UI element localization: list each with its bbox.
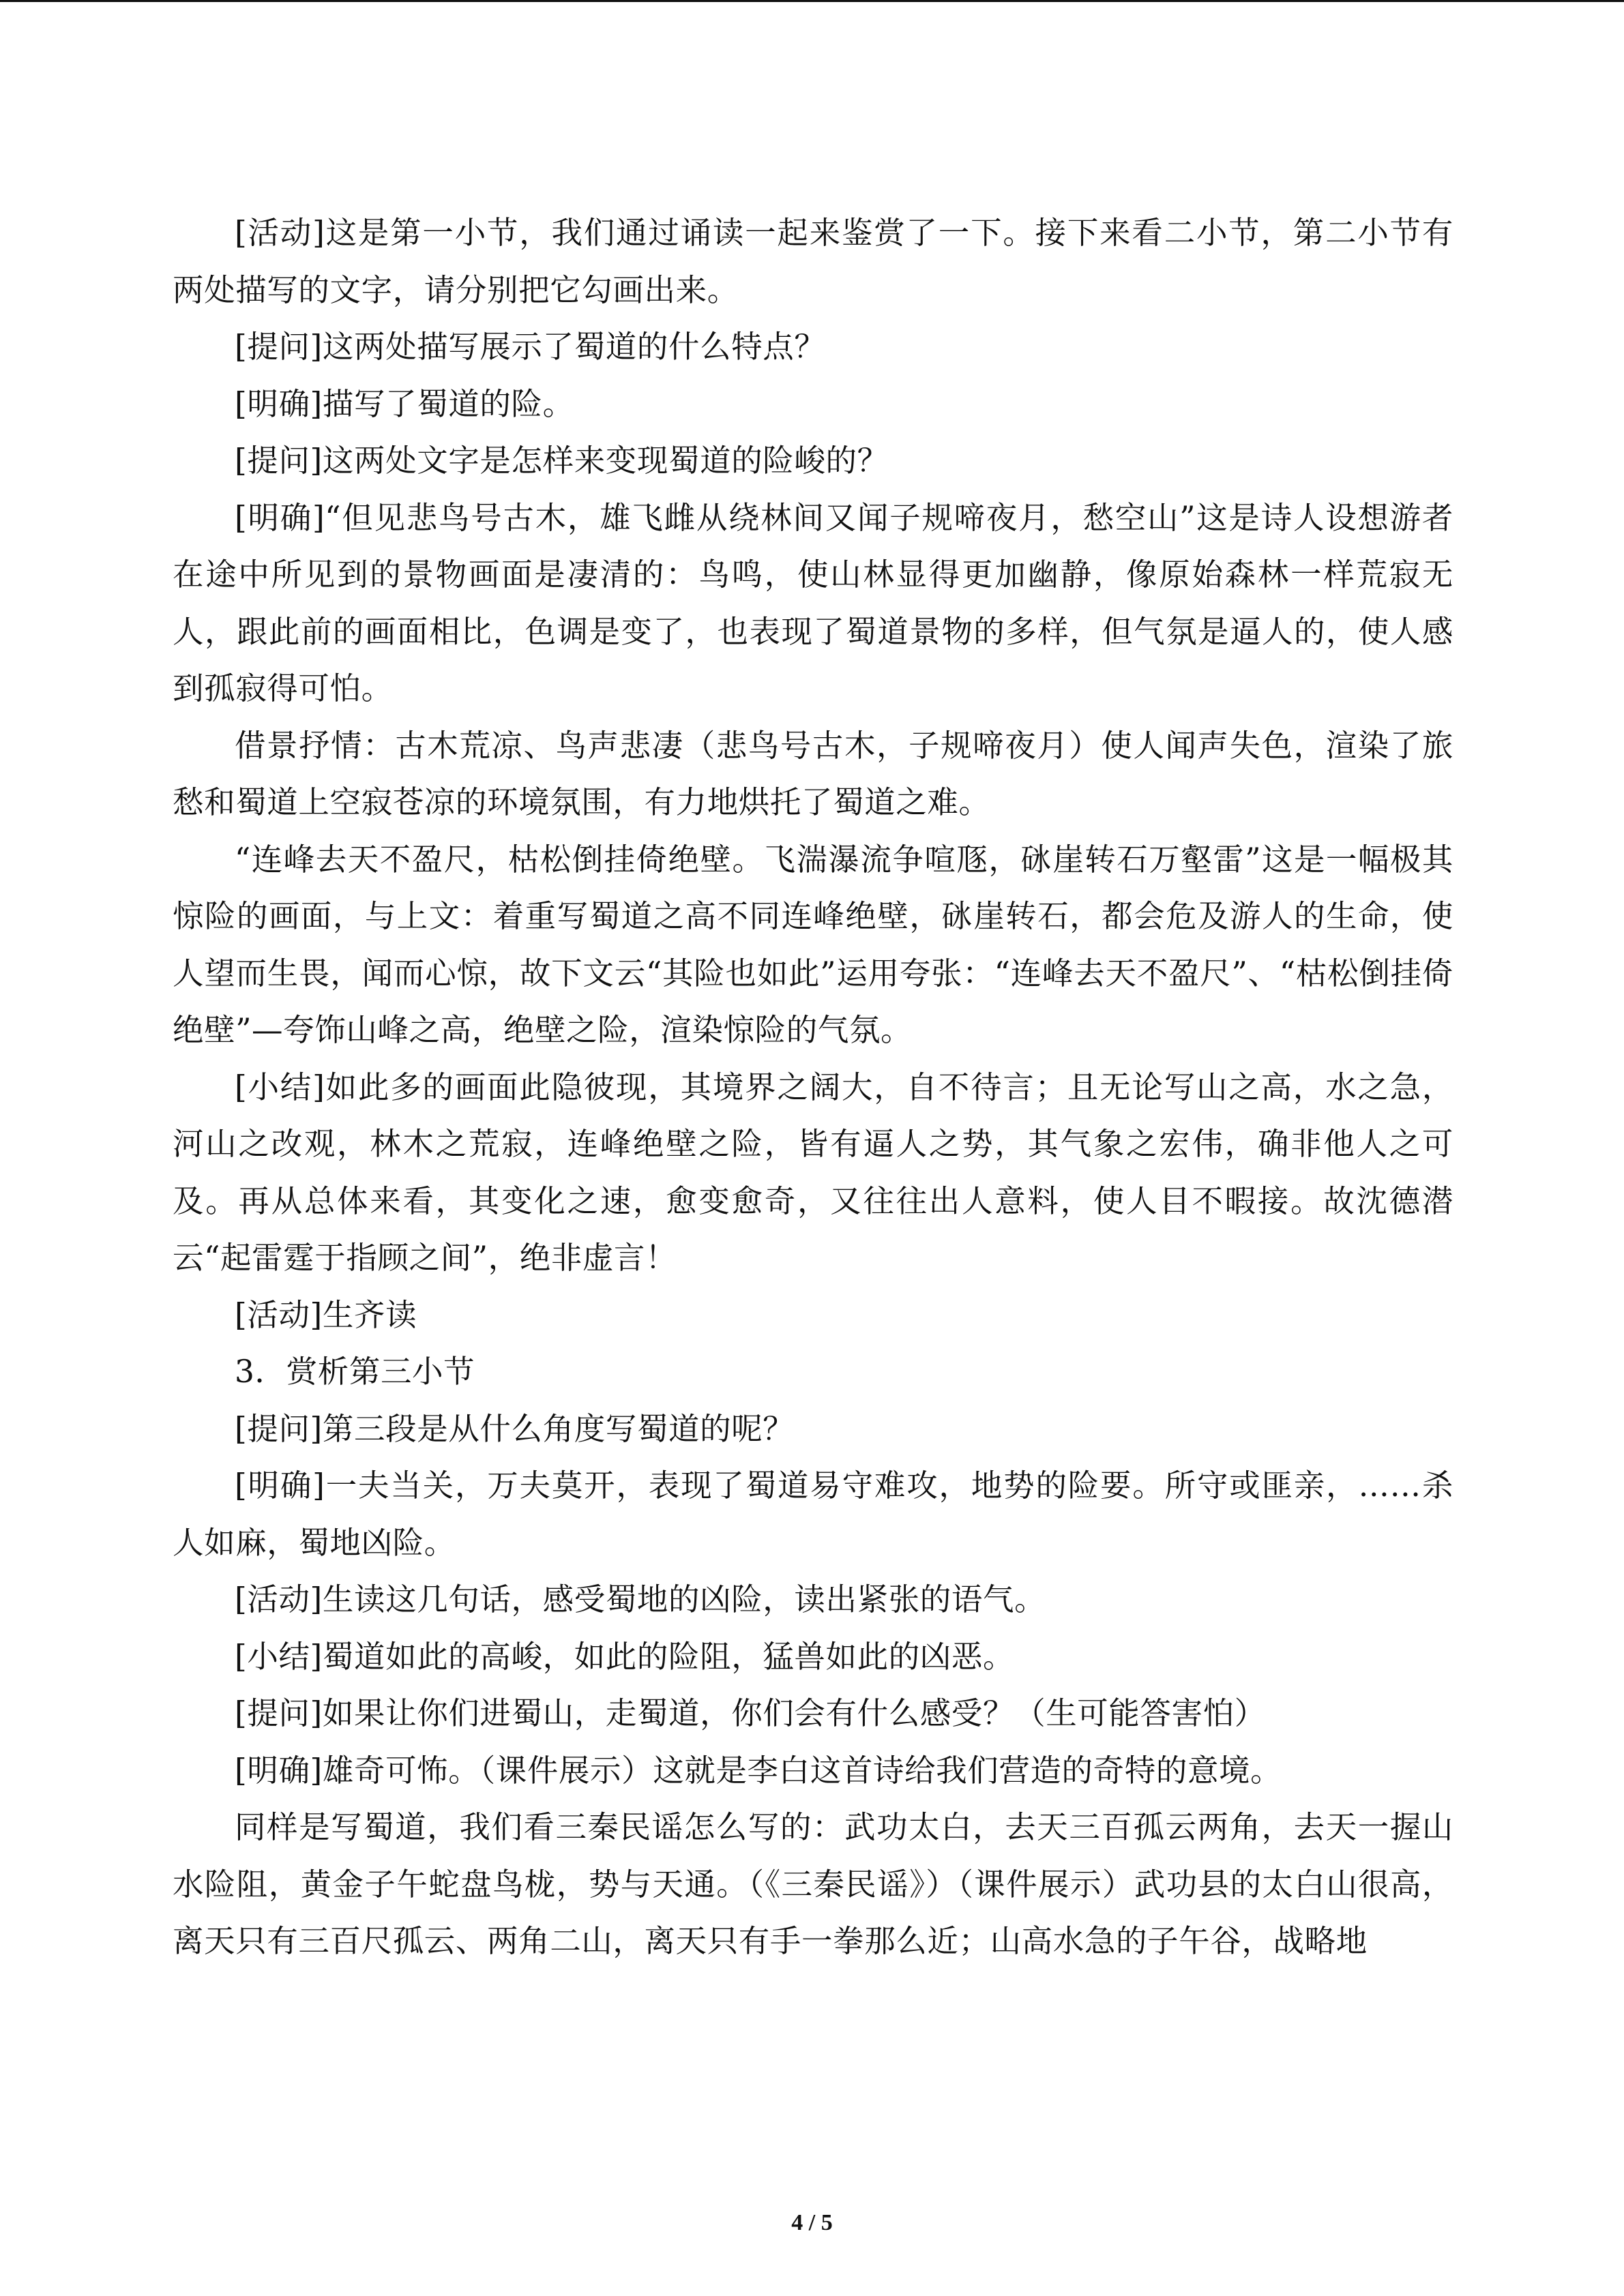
page-number: 4 / 5: [791, 2210, 833, 2235]
paragraph-answer-scenery: [明确]“但见悲鸟号古木，雄飞雌从绕林间又闻子规啼夜月，愁空山”这是诗人设想游者在途中所见到的景物画面是凄清的：鸟鸣，使山林显得更加幽静，像原始森林一样荒寂无人，跟此前的画面相比，色调是变了，也表现了蜀道景物的多样，但气氛是逼人的，使人感到孤寂得可怕。: [173, 499, 1453, 706]
document-body: [173, 205, 1453, 1970]
paragraph-answer-awe: [明确]雄奇可怖。（课件展示）这就是李白这首诗给我们营造的奇特的意境。: [235, 1752, 1282, 1789]
paragraph-question-how: [提问]这两处文字是怎样来变现蜀道的险峻的？: [235, 443, 889, 479]
paragraph-peaks-analysis: “连峰去天不盈尺，枯松倒挂倚绝壁。飞湍瀑流争喧豗，砯崖转石万壑雷”这是一幅极其惊险的画面，与上文：着重写蜀道之高不同连峰绝壁，砯崖转石，都会危及游人的生命，使人望而生畏，闻而心惊，故下文云“其险也如此”运用夸张：“连峰去天不盈尺”、“枯松倒挂倚绝壁”—夸饰山峰之高，绝壁之险，渲染惊险的气氛。: [173, 841, 1453, 1048]
paragraph-question-features: [提问]这两处描写展示了蜀道的什么特点？: [235, 329, 826, 365]
paragraph-scene-emotion: 借景抒情：古木荒凉、鸟声悲凄（悲鸟号古木，子规啼夜月）使人闻声失色，渲染了旅愁和蜀道上空寂苍凉的环境氛围，有力地烘托了蜀道之难。: [173, 727, 1453, 820]
paragraph-summary-grandeur: [小结]如此多的画面此隐彼现，其境界之阔大，自不待言；且无论写山之高，水之急，河山之改观，林木之荒寂，连峰绝壁之险，皆有逼人之势，其气象之宏伟，确非他人之可及。再从总体来看，其变化之速，愈变愈奇，又往往出人意料，使人目不暇接。故沈德潜云“起雷霆于指顾之间”，绝非虚言！: [173, 1069, 1453, 1276]
paragraph-activity-section-two: [活动]这是第一小节，我们通过诵读一起来鉴赏了一下。接下来看二小节，第二小节有两处描写的文字，请分别把它勾画出来。: [173, 215, 1453, 308]
paragraph-answer-pass: [明确]一夫当关，万夫莫开，表现了蜀道易守难攻，地势的险要。所守或匪亲，……杀人如麻，蜀地凶险。: [173, 1467, 1453, 1561]
paragraph-activity-read: [活动]生齐读: [235, 1296, 417, 1333]
paragraph-question-feeling: [提问]如果让你们进蜀山，走蜀道，你们会有什么感受？（生可能答害怕）: [235, 1695, 1266, 1731]
paragraph-answer-danger: [明确]描写了蜀道的险。: [235, 385, 574, 422]
section-heading-three: 3．赏析第三小节: [235, 1354, 475, 1390]
paragraph-sanqin-ballad: 同样是写蜀道，我们看三秦民谣怎么写的：武功太白，去天三百孤云两角，去天一握山水险阻，黄金子午蛇盘鸟栊，势与天通。（《三秦民谣》）（课件展示）武功县的太白山很高，离天只有三百尺孤云、两角二山，离天只有手一拳那么近；山高水急的子午谷，战略地: [173, 1809, 1453, 1959]
top-border-line: [0, 0, 1624, 2]
paragraph-question-angle: [提问]第三段是从什么角度写蜀道的呢？: [235, 1410, 795, 1447]
paragraph-activity-tone: [活动]生读这几句话，感受蜀地的凶险，读出紧张的语气。: [235, 1581, 1046, 1617]
paragraph-summary-beasts: [小结]蜀道如此的高峻，如此的险阻，猛兽如此的凶恶。: [235, 1638, 1015, 1675]
